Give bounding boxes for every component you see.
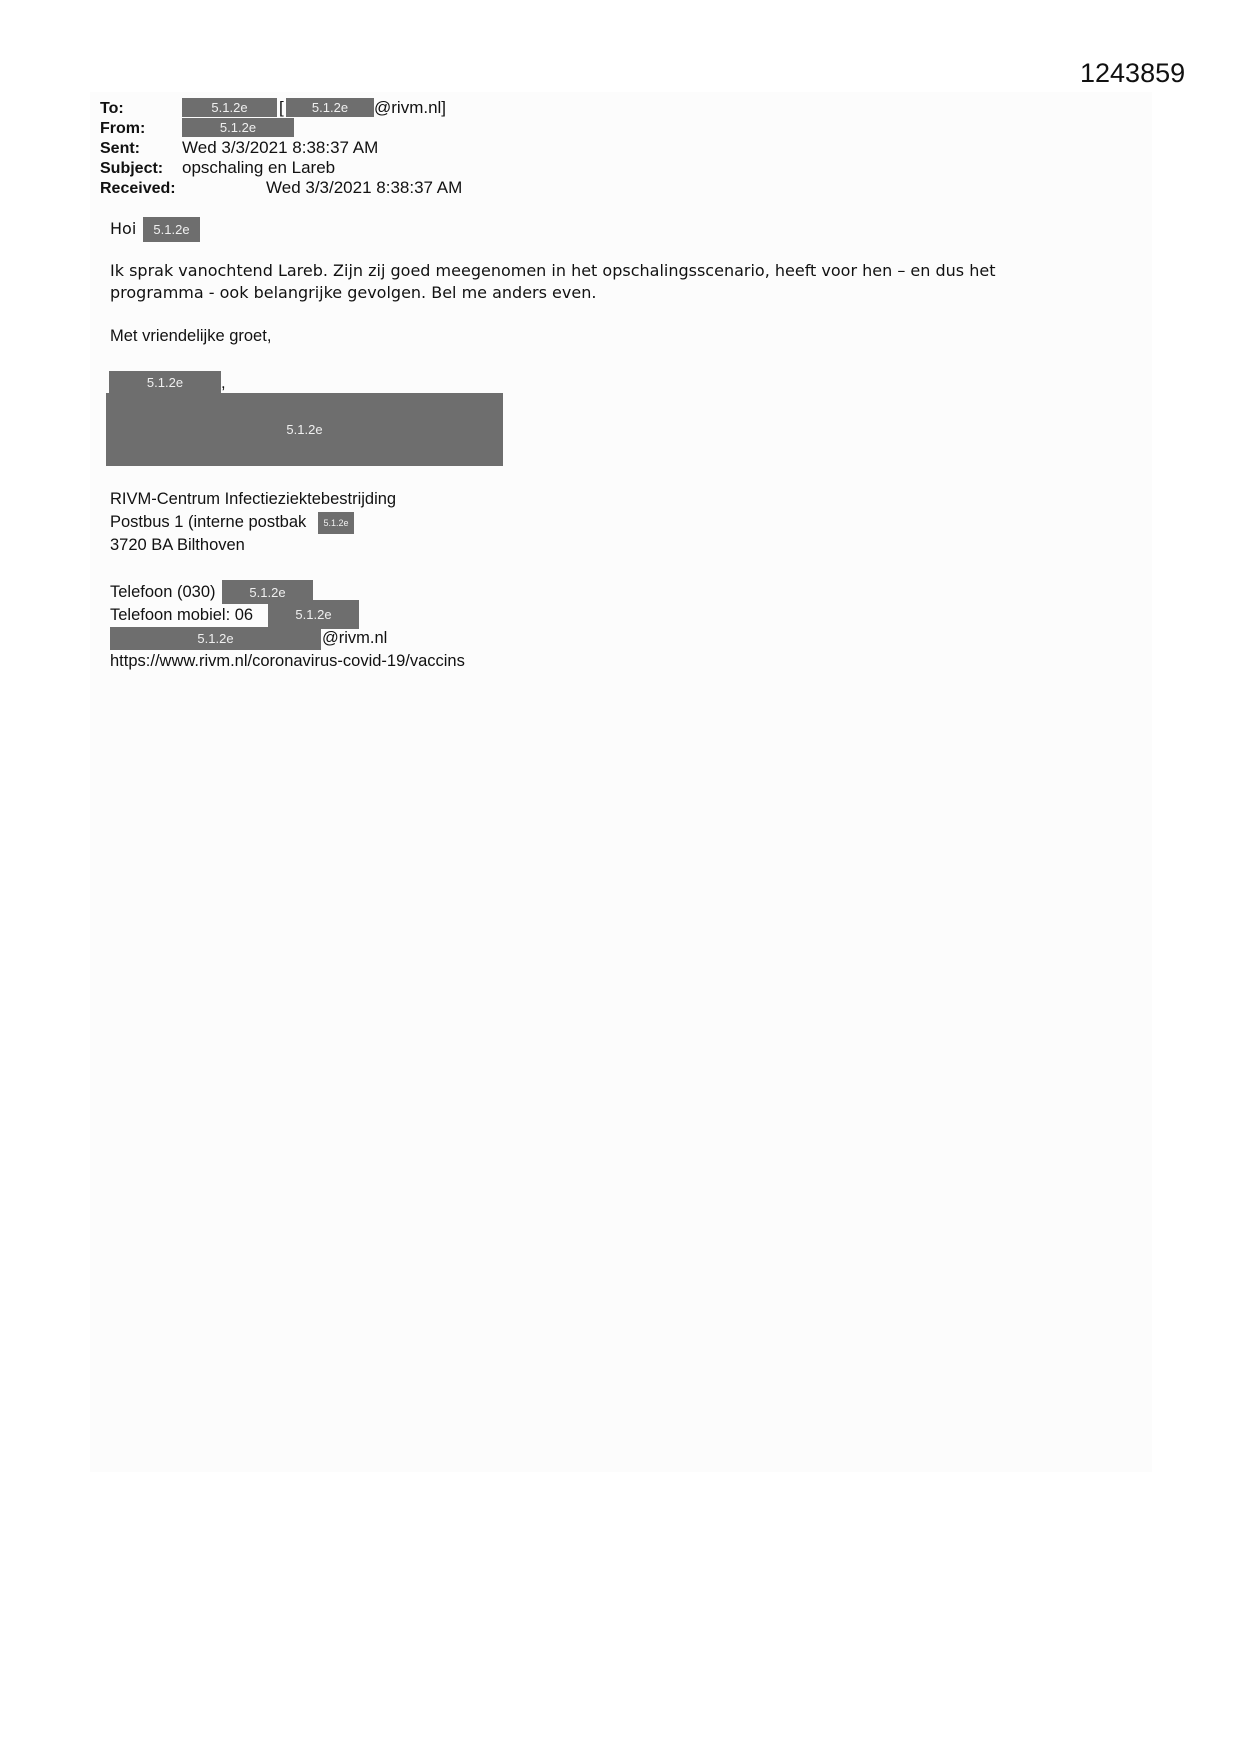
to-label: To: (100, 100, 124, 117)
greeting: Hoi (110, 219, 137, 238)
closing: Met vriendelijke groet, (110, 327, 272, 345)
sent-value: Wed 3/3/2021 8:38:37 AM (182, 138, 379, 157)
from-redaction: 5.1.2e (182, 118, 294, 137)
document-number: 1243859 (1080, 58, 1186, 88)
received-label: Received: (100, 180, 176, 197)
sent-label: Sent: (100, 140, 140, 157)
received-value: Wed 3/3/2021 8:38:37 AM (266, 178, 463, 197)
signature-name-comma: , (221, 374, 226, 392)
from-label: From: (100, 120, 146, 137)
signature-phone: Telefoon (030) (110, 583, 216, 601)
subject-value: opschaling en Lareb (182, 158, 336, 177)
to-name-redaction: 5.1.2e (182, 98, 277, 117)
signature-name-redaction: 5.1.2e (109, 371, 221, 393)
signature-url[interactable]: https://www.rivm.nl/coronavirus-covid-19/vaccins (110, 652, 465, 670)
signature-postbus: Postbus 1 (interne postbak (110, 513, 307, 531)
greeting-name-redaction: 5.1.2e (143, 217, 200, 242)
body-line-1: Ik sprak vanochtend Lareb. Zijn zij goed meegenomen in het opschalingsscenario, heeft voor hen – en dus het (110, 261, 996, 280)
to-address-redaction: 5.1.2e (286, 98, 374, 117)
postbus-redaction: 5.1.2e (318, 512, 354, 534)
signature-email-domain: @rivm.nl (322, 629, 388, 647)
phone-redaction: 5.1.2e (222, 580, 313, 604)
signature-postcode-city: 3720 BA Bilthoven (110, 536, 245, 554)
signature-title-redaction: 5.1.2e (106, 393, 503, 466)
to-bracket-open: [ (279, 98, 284, 117)
signature-mobile: Telefoon mobiel: 06 (110, 606, 254, 624)
email-redaction: 5.1.2e (110, 627, 321, 650)
mobile-redaction: 5.1.2e (268, 600, 359, 629)
subject-label: Subject: (100, 160, 164, 177)
body-line-2: programma - ook belangrijke gevolgen. Bel me anders even. (110, 283, 597, 302)
to-domain: @rivm.nl] (374, 98, 447, 117)
signature-org: RIVM-Centrum Infectieziektebestrijding (110, 490, 397, 508)
